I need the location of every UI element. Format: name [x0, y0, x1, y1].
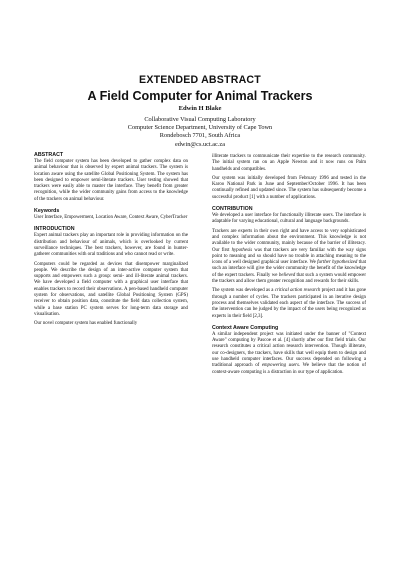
- affiliation-dept: Computer Science Department, University of Cape Town: [127, 124, 273, 131]
- context-aware-paragraph: A similar independent project was initiated under the banner of "Context Aware" computing by Pascoe et al. [4] shortly after our first field trials. Our research constitutes a critical action research intervention. Though illiterate, our co-designers, the trackers, have skills that well equip them to design and use handheld computer interfaces. Our success depended on following a traditional approach of empowering users. We believe that the notion of context-aware computing is a distraction in our type of application.: [212, 331, 366, 375]
- contribution-paragraph-3: The system was developed as a critical action research project and it has gone through a number of cycles. The trackers participated in an iterative design process and themselves validated each aspect of the interface. The success of the intervention can be judged by the impact of the users being recognized as experts in their field [2,3].: [212, 288, 367, 319]
- introduction-paragraph-2: Computers could be regarded as devices that disempower marginalized people. We describe the design of an inter-active computer system that supports and empowers such a group: semi- and ill-literate animal trackers. We have developed a field computer with a graphical user interface that enables trackers to record their observations. A pen-based handheld computer system for observations, and satellite Global Positioning System (GPS) receiver to obtain position data, constitute the field data collection system, while a base station PC system serves for long-term data storage and visualisation.: [34, 261, 188, 317]
- introduction-heading: INTRODUCTION: [34, 226, 75, 233]
- affiliation-address: Rondebosch 7701, South Africa: [159, 132, 241, 139]
- context-aware-heading: Context Aware Computing: [212, 324, 279, 331]
- introduction-paragraph-3: Our novel computer system has enabled functionally: [34, 321, 138, 327]
- introduction-paragraph-1: Expert animal trackers play an important role in providing information on the distribution and behaviour of animals, which is overlooked by current surveillance techniques. The best trackers, however, are found in hunter-gatherer communities with oral traditions and who cannot read or write.: [34, 233, 188, 258]
- keywords-text: User Interface, Empowerment, Location Aware, Context Aware, CyberTracker: [34, 215, 188, 221]
- contribution-paragraph-2: Trackers are experts in their own right and have access to very sophisticated and complex information about the environment. This knowledge is not available to the wider community, mainly because of the barrier of illiteracy. Our first hypothesis was that trackers are very familiar with the way signs point to meaning and so should have no trouble in attaching meaning to the icons of a well designed graphical user interface. We further hypothesized that such an interface will give the wider community the benefit of the knowledge of the expert trackers. Finally we believed that such a system would empower the trackers and allow them greater recognition and rewards for their skills.: [212, 228, 366, 285]
- left-column: [34, 152, 188, 328]
- right-column: [212, 154, 366, 376]
- contribution-heading: CONTRIBUTION: [212, 206, 253, 213]
- kicker: EXTENDED ABSTRACT: [139, 74, 261, 86]
- intro-continued-paragraph: illiterate trackers to communicate their expertise to the research community. The initial system ran on an Apple Newton and it now runs on Palm handhelds and compatibles.: [212, 154, 366, 172]
- contribution-paragraph-1: We developed a user interface for functionally illiterate users. The interface is adaptable for varying educational, cultural and language backgrounds.: [212, 213, 366, 225]
- author-email[interactable]: edwin@cs.uct.ac.za: [174, 141, 226, 148]
- affiliation-lab: Collaborative Visual Computing Laboratory: [144, 116, 256, 123]
- paper-title: A Field Computer for Animal Trackers: [87, 89, 313, 103]
- keywords-heading: Keywords: [34, 208, 60, 215]
- abstract-heading: ABSTRACT: [34, 152, 64, 158]
- abstract-text: The field computer system has been developed to gather complex data on animal behaviour that is observed by expert animal trackers. The system is location aware using the satellite Global Positioning System. The system has been designed to empower semi-literate trackers. User testing showed that trackers were easily able to master the interface. They benefit from greater recognition, while the wider community gains from access to the knowledge of the trackers on animal behaviour.: [34, 159, 188, 202]
- history-paragraph: Our system was initially developed from February 1996 and tested in the Karoo National Park in June and September/October 1996. It has been continually refined and updated since. The system has subsequently become a successful product [1] with a number of applications.: [212, 175, 366, 200]
- author-name: Edwin H Blake: [178, 105, 222, 112]
